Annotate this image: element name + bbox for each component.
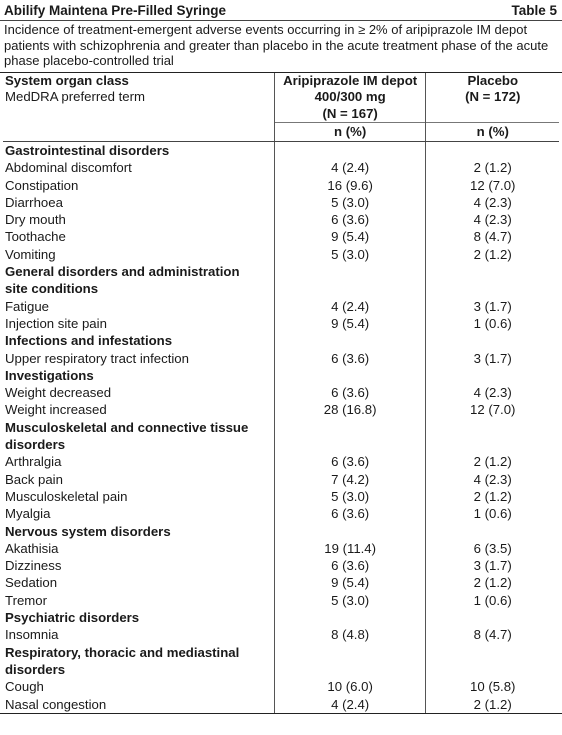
aripiprazole-value: 5 (3.0) — [274, 592, 426, 609]
column-header-aripiprazole-line3: (N = 167) — [322, 105, 378, 121]
placebo-value — [426, 523, 559, 540]
column-header-placebo-line1: Placebo — [467, 72, 519, 88]
placebo-value — [426, 367, 559, 384]
placebo-value: 3 (1.7) — [426, 350, 559, 367]
preferred-term-label: Weight decreased — [5, 385, 112, 401]
system-organ-class-row — [3, 644, 559, 661]
aripiprazole-value: 6 (3.6) — [274, 211, 426, 228]
table-row — [3, 505, 559, 522]
table-row — [3, 315, 559, 332]
preferred-term-label: Weight increased — [5, 402, 107, 418]
placebo-value: 3 (1.7) — [426, 557, 559, 574]
column-header-placebo — [426, 73, 559, 123]
soc-label: disorders — [5, 661, 66, 677]
column-header-aripiprazole — [274, 73, 426, 123]
placebo-value: 2 (1.2) — [426, 246, 559, 263]
column-header-aripiprazole-line2: 400/300 mg — [314, 89, 386, 104]
placebo-value — [426, 142, 559, 160]
aripiprazole-value — [274, 436, 426, 453]
table-row — [3, 350, 559, 367]
system-organ-class-row — [3, 661, 559, 678]
column-header-soc-line2: MedDRA preferred term — [5, 89, 145, 104]
table-row — [3, 228, 559, 245]
preferred-term-label: Upper respiratory tract infection — [5, 350, 189, 366]
aripiprazole-value — [274, 280, 426, 297]
system-organ-class-row — [3, 142, 559, 160]
table-row — [3, 211, 559, 228]
aripiprazole-value: 7 (4.2) — [274, 471, 426, 488]
soc-label: Psychiatric disorders — [5, 610, 140, 626]
placebo-value — [426, 419, 559, 436]
aripiprazole-value — [274, 367, 426, 384]
table-row — [3, 488, 559, 505]
system-organ-class-row — [3, 419, 559, 436]
preferred-term-label: Fatigue — [5, 298, 49, 314]
placebo-value — [426, 609, 559, 626]
aripiprazole-value — [274, 142, 426, 160]
aripiprazole-value: 10 (6.0) — [274, 678, 426, 695]
system-organ-class-row — [3, 367, 559, 384]
aripiprazole-value: 9 (5.4) — [274, 574, 426, 591]
placebo-value: 1 (0.6) — [426, 592, 559, 609]
aripiprazole-value: 4 (2.4) — [274, 159, 426, 176]
aripiprazole-value: 6 (3.6) — [274, 557, 426, 574]
system-organ-class-row — [3, 263, 559, 280]
column-header-placebo-line2: (N = 172) — [465, 89, 521, 104]
system-organ-class-row — [3, 436, 559, 453]
table-row — [3, 453, 559, 470]
placebo-value: 2 (1.2) — [426, 159, 559, 176]
placebo-value: 6 (3.5) — [426, 540, 559, 557]
preferred-term-label: Vomiting — [5, 246, 56, 262]
table-row — [3, 626, 559, 643]
adverse-events-table — [3, 73, 559, 713]
aripiprazole-value — [274, 332, 426, 349]
preferred-term-label: Sedation — [5, 575, 58, 591]
preferred-term-label: Myalgia — [5, 506, 51, 522]
aripiprazole-value: 6 (3.6) — [274, 453, 426, 470]
placebo-value: 2 (1.2) — [426, 488, 559, 505]
preferred-term-label: Akathisia — [5, 540, 59, 556]
aripiprazole-value: 8 (4.8) — [274, 626, 426, 643]
preferred-term-label: Insomnia — [5, 627, 59, 643]
aripiprazole-value — [274, 661, 426, 678]
table-row — [3, 159, 559, 176]
table-row — [3, 592, 559, 609]
soc-label: disorders — [5, 437, 66, 453]
placebo-value: 4 (2.3) — [426, 384, 559, 401]
placebo-value — [426, 661, 559, 678]
placebo-value: 2 (1.2) — [426, 574, 559, 591]
placebo-value: 4 (2.3) — [426, 211, 559, 228]
preferred-term-label: Constipation — [5, 177, 79, 193]
table-row — [3, 401, 559, 418]
preferred-term-label: Nasal congestion — [5, 696, 107, 712]
placebo-value: 10 (5.8) — [426, 678, 559, 695]
placebo-value: 3 (1.7) — [426, 298, 559, 315]
preferred-term-label: Dizziness — [5, 558, 62, 574]
preferred-term-label: Arthralgia — [5, 454, 62, 470]
placebo-value: 12 (7.0) — [426, 401, 559, 418]
column-header-soc-line1: System organ class — [5, 72, 129, 88]
placebo-value: 8 (4.7) — [426, 626, 559, 643]
soc-label: site conditions — [5, 281, 99, 297]
soc-label: Gastrointestinal disorders — [5, 143, 170, 158]
placebo-value — [426, 436, 559, 453]
preferred-term-label: Diarrhoea — [5, 194, 63, 210]
system-organ-class-row — [3, 332, 559, 349]
table-row — [3, 557, 559, 574]
unit-header-aripiprazole: n (%) — [274, 123, 426, 142]
aripiprazole-value: 5 (3.0) — [274, 246, 426, 263]
aripiprazole-value — [274, 263, 426, 280]
placebo-value — [426, 263, 559, 280]
table-row — [3, 384, 559, 401]
system-organ-class-row — [3, 609, 559, 626]
placebo-value — [426, 644, 559, 661]
table-row — [3, 298, 559, 315]
table-row — [3, 574, 559, 591]
aripiprazole-value: 9 (5.4) — [274, 228, 426, 245]
placebo-value: 8 (4.7) — [426, 228, 559, 245]
aripiprazole-value: 6 (3.6) — [274, 505, 426, 522]
unit-header-placebo: n (%) — [426, 123, 559, 142]
table-row — [3, 246, 559, 263]
aripiprazole-value: 4 (2.4) — [274, 696, 426, 713]
aripiprazole-value: 19 (11.4) — [274, 540, 426, 557]
table-body — [3, 142, 559, 713]
preferred-term-label: Tremor — [5, 592, 48, 608]
adverse-events-table-wrap — [0, 73, 562, 714]
unit-header-blank — [3, 123, 274, 142]
placebo-value: 2 (1.2) — [426, 696, 559, 713]
table-row — [3, 194, 559, 211]
soc-label: Infections and infestations — [5, 333, 173, 349]
aripiprazole-value: 5 (3.0) — [274, 488, 426, 505]
soc-label: Musculoskeletal and connective tissue — [5, 419, 249, 435]
preferred-term-label: Abdominal discomfort — [5, 160, 132, 176]
placebo-value: 1 (0.6) — [426, 315, 559, 332]
aripiprazole-value — [274, 644, 426, 661]
table-row — [3, 540, 559, 557]
aripiprazole-value: 4 (2.4) — [274, 298, 426, 315]
table-row — [3, 678, 559, 695]
soc-label: Investigations — [5, 367, 94, 383]
preferred-term-label: Toothache — [5, 229, 66, 245]
system-organ-class-row — [3, 280, 559, 297]
preferred-term-label: Back pain — [5, 471, 63, 487]
column-header-row — [3, 73, 559, 123]
placebo-value: 12 (7.0) — [426, 177, 559, 194]
aripiprazole-value — [274, 419, 426, 436]
aripiprazole-value: 6 (3.6) — [274, 384, 426, 401]
table-row — [3, 471, 559, 488]
placebo-value — [426, 280, 559, 297]
aripiprazole-value: 28 (16.8) — [274, 401, 426, 418]
soc-label: Respiratory, thoracic and mediastinal — [5, 644, 240, 660]
table-row — [3, 696, 559, 713]
aripiprazole-value: 9 (5.4) — [274, 315, 426, 332]
table-number: Table 5 — [511, 3, 557, 18]
table-caption: Incidence of treatment-emergent adverse events occurring in ≥ 2% of aripiprazole IM depot patients with schizophrenia and greater than placebo in the acute treatment phase of the acute phase placebo-controlled trial — [0, 21, 562, 73]
placebo-value: 2 (1.2) — [426, 453, 559, 470]
aripiprazole-value — [274, 609, 426, 626]
aripiprazole-value: 5 (3.0) — [274, 194, 426, 211]
aripiprazole-value — [274, 523, 426, 540]
preferred-term-label: Musculoskeletal pain — [5, 488, 128, 504]
aripiprazole-value: 6 (3.6) — [274, 350, 426, 367]
preferred-term-label: Injection site pain — [5, 315, 107, 331]
placebo-value: 1 (0.6) — [426, 505, 559, 522]
preferred-term-label: Cough — [5, 679, 44, 695]
unit-header-row — [3, 123, 559, 142]
placebo-value — [426, 332, 559, 349]
soc-label: General disorders and administration — [5, 264, 240, 280]
placebo-value: 4 (2.3) — [426, 194, 559, 211]
document-title: Abilify Maintena Pre-Filled Syringe — [4, 3, 227, 18]
column-header-aripiprazole-line1: Aripiprazole IM depot — [283, 72, 418, 88]
column-header-soc — [3, 73, 274, 123]
preferred-term-label: Dry mouth — [5, 212, 66, 228]
soc-label: Nervous system disorders — [5, 523, 171, 539]
placebo-value: 4 (2.3) — [426, 471, 559, 488]
table-row — [3, 177, 559, 194]
document-header — [0, 0, 562, 21]
system-organ-class-row — [3, 523, 559, 540]
aripiprazole-value: 16 (9.6) — [274, 177, 426, 194]
